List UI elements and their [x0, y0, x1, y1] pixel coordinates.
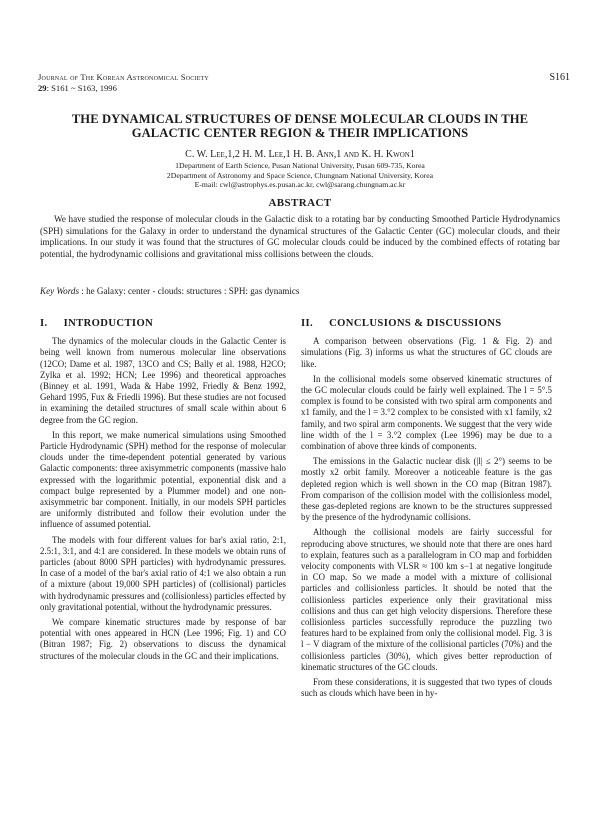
section-heading-introduction [40, 318, 286, 329]
volume-pages: : S161 ~ S163, 1996 [46, 83, 117, 93]
affiliation-1: 1Department of Earth Science, Pusan National University, Pusan 609-735, Korea [175, 161, 425, 170]
right-column [301, 318, 552, 704]
authors-block [60, 148, 540, 190]
paragraph: The models with four different values for bar's axial ratio, 2:1, 2.5:1, 3:1, and 4:1 are considered. In these models we obtain runs of particles (about 8000 SPH particles) with hydrodynamic pressures. In case of a model of the bar's axial ratio of 4:1 we also obtain a run of a mixture (about 19,000 SPH particles) of (collisional) particles with hydrodynamic pressures and (collisionless) particles effected by only gravitational potential, without the hydrodynamic pressures. [40, 534, 286, 612]
section-heading-conclusions [301, 318, 552, 329]
section-title: INTRODUCTION [63, 318, 154, 329]
paragraph: The dynamics of the molecular clouds in the Galactic Center is being well known from numerous molecular line observations (12CO; Dame et al. 1987, 13CO and CS; Bally et al. 1988, H2CO; Zylka et al. 1992; HCN; Lee 1996) and theoretical approaches (Binney et al. 1991, Wada & Habe 1992, Friedly & Benz 1992, Gehard 1995, Fux & Friedli 1996). But these studies are not focused in examining the detailed structures of small scale within about 6 degree from the GC region. [40, 336, 286, 425]
journal-header [38, 72, 570, 94]
section-number: I. [40, 318, 48, 329]
keywords-text: : he Galaxy: center - clouds: structures : SPH: gas dynamics [79, 286, 300, 296]
paragraph: The emissions in the Galactic nuclear disk (|l| ≤ 2°) seems to be mostly x2 orbit family. Moreover a noticeable feature is the gas depleted region which is well shown in the CO map (Bitran 1987). From comparison of the collision model with the collisionless model, these gas-depleted regions are known to be the structures suppressed by the presence of the hydrodynamic collisions. [301, 456, 552, 523]
journal-volume-line [38, 83, 570, 94]
paragraph: In the collisional models some observed kinematic structures of the GC molecular clouds could be fairly well explained. The l = 5°.5 complex is found to be consisted with two spiral arm components and x1 family, and the l = 3.°2 complex to be consisted with x1 family, x2 family, and two spiral arm components. We suggest that the very wide line width of the l = 3.°2 complex (Lee 1996) may be due to a combination of above three kinds of components. [301, 373, 552, 452]
affiliation-2: 2Department of Astronomy and Space Science, Chungnam National University, Korea [166, 170, 434, 180]
paper-title [20, 112, 580, 140]
keywords [40, 286, 560, 298]
contact-email: E-mail: cwl@astrophys.es.pusan.ac.kr, cwl@sarang.chungnam.ac.kr [194, 180, 406, 190]
paragraph: We compare kinematic structures made by response of bar potential with ones appeared in HCN (Lee 1996; Fig. 1) and CO (Bitran 1987; Fig. 2) observations to discuss the dynamical structures of the molecular clouds in the GC and their implications. [40, 617, 286, 661]
left-column [40, 318, 286, 666]
paragraph: From these considerations, it is suggested that two types of clouds such as clouds which have been in hy- [301, 677, 552, 699]
abstract-text: We have studied the response of molecular clouds in the Galactic disk to a rotating bar by conducting Smoothed Particle Hydrodynamics (SPH) simulations for the Galaxy in order to understand the dynamical structures of the Galactic Center (GC) molecular clouds, and their implications. In our study it was found that the structures of GC molecular clouds could be induced by the combined effects of rotating bar potential, the hydrodynamic collisions and gravitational miss collisions between the clouds. [40, 214, 560, 259]
paragraph: In this report, we make numerical simulations using Smoothed Particle Hydrodynamic (SPH) method for the response of molecular clouds under the time-dependent potential generated by various Galactic components: three axisymmetric components (massive halo expressed with the logarithmic potential, exponential disk and a compact bulge represented by a Plummer model) and one non-axisymmetric bar component. Initially, in our models SPH particles are uniformly distributed and follow their evolution under the influence of assumed potential. [40, 429, 286, 530]
author-list: C. W. Lee,1,2 H. M. Lee,1 H. B. Ann,1 and K. H. Kwon1 [185, 149, 415, 160]
page-number: S161 [549, 72, 570, 83]
keywords-label: Key Words [40, 286, 79, 296]
paragraph: A comparison between observations (Fig. 1 & Fig. 2) and simulations (Fig. 3) informs us what the structures of GC clouds are like. [301, 336, 552, 369]
abstract-heading: ABSTRACT [268, 197, 332, 209]
paragraph: Although the collisional models are fairly successful for reproducing above structures, we should note that there are ones hard to explain, features such as a parallelogram in CO map and forbidden velocity components with VLSR ≈ 100 km s−1 at negative longitude in CO map. So we made a model with a mixture of collisional particles and collisionless particles. It should be noted that the collisionless particles experience only their gravitational miss collisions and thus can get high velocity dispersions. Therefore these collisionless particles successfully reproduce the puzzling two features hard to be explained from only the collisional model. Fig. 3 is l − V diagram of the mixture of the collisional particles (70%) and the collisionless particles (30%), which gives better reproduction of kinematic structures of the GC clouds. [301, 527, 552, 672]
volume-number: 29 [38, 83, 47, 93]
journal-name: Journal of The Korean Astronomical Society [38, 72, 209, 82]
title-line: THE DYNAMICAL STRUCTURES OF DENSE MOLECULAR CLOUDS IN THE [71, 112, 529, 126]
title-line: GALACTIC CENTER REGION & THEIR IMPLICATIONS [131, 126, 469, 140]
section-number: II. [301, 318, 314, 329]
section-title: CONCLUSIONS & DISCUSSIONS [329, 318, 502, 329]
